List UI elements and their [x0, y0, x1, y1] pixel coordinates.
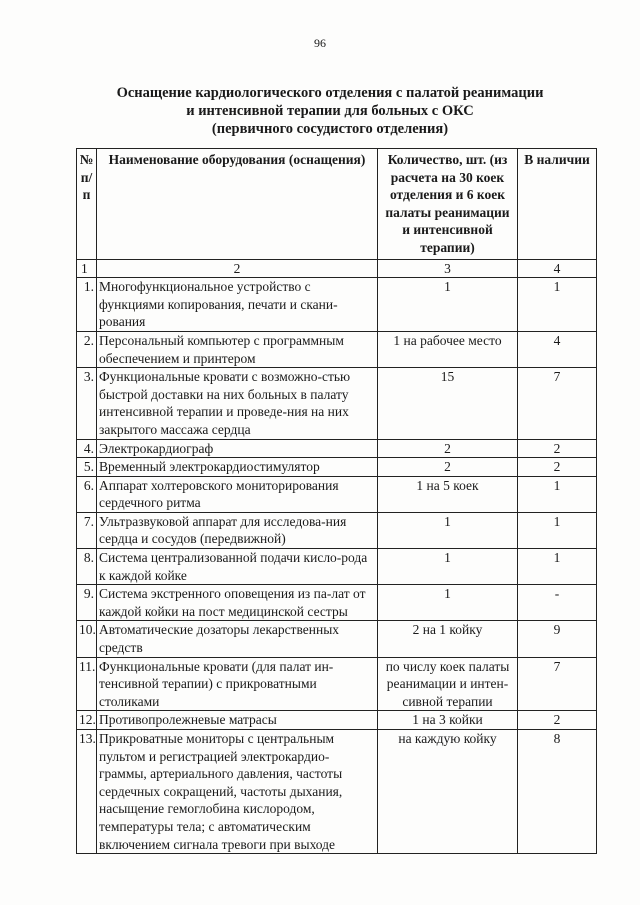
equipment-name: Функциональные кровати с возможно-стью быстрой доставки на них больных в палату интенсивной терапии и проведе-ния на них закрытого массажа сердца: [97, 368, 378, 439]
column-number: 1: [77, 259, 97, 278]
equipment-quantity: 2: [378, 439, 518, 458]
table-row: [77, 512, 597, 548]
equipment-quantity: 1: [378, 278, 518, 332]
table-row: [77, 278, 597, 332]
equipment-quantity: 1 на 5 коек: [378, 476, 518, 512]
equipment-name: Система централизованной подачи кисло-рода к каждой койке: [97, 549, 378, 585]
document-title: [60, 84, 600, 138]
equipment-available: 8: [518, 730, 597, 854]
equipment-available: 9: [518, 621, 597, 657]
equipment-name: Прикроватные мониторы с центральным пультом и регистрацией электрокардио-граммы, артериального давления, частоты сердечных сокращений, частоты дыхания, насыщение гемоглобина кислородом, температуры тела; с автоматическим включением сигнала тревоги при выходе: [97, 730, 378, 854]
table-row: [77, 476, 597, 512]
title-line-1: Оснащение кардиологического отделения с палатой реанимации: [116, 85, 544, 101]
equipment-name: Персональный компьютер с программным обеспечением и принтером: [97, 331, 378, 367]
row-number: 1.: [77, 278, 97, 332]
equipment-available: 1: [518, 278, 597, 332]
table-row: [77, 458, 597, 477]
header-quantity: Количество, шт. (из расчета на 30 коек отделения и 6 коек палаты реанимации и интенсивной терапии): [378, 149, 518, 260]
row-number: 5.: [77, 458, 97, 477]
column-number: 2: [97, 259, 378, 278]
header-no: № п/п: [77, 149, 97, 260]
equipment-available: 7: [518, 657, 597, 711]
equipment-name: Электрокардиограф: [97, 439, 378, 458]
table-row: [77, 368, 597, 439]
equipment-quantity: по числу коек палаты реанимации и интен-сивной терапии: [378, 657, 518, 711]
equipment-table: [76, 148, 597, 854]
equipment-quantity: 1 на 3 койки: [378, 711, 518, 730]
equipment-quantity: на каждую койку: [378, 730, 518, 854]
column-number: 4: [518, 259, 597, 278]
equipment-available: 2: [518, 711, 597, 730]
equipment-available: 2: [518, 458, 597, 477]
equipment-name: Аппарат холтеровского мониторирования сердечного ритма: [97, 476, 378, 512]
row-number: 2.: [77, 331, 97, 367]
equipment-name: Многофункциональное устройство с функциями копирования, печати и скани-рования: [97, 278, 378, 332]
equipment-quantity: 1: [378, 549, 518, 585]
equipment-available: 2: [518, 439, 597, 458]
row-number: 10.: [77, 621, 97, 657]
row-number: 11.: [77, 657, 97, 711]
table-row: [77, 730, 597, 854]
equipment-available: 4: [518, 331, 597, 367]
header-available: В наличии: [518, 149, 597, 260]
equipment-quantity: 2: [378, 458, 518, 477]
title-line-2: и интенсивной терапии для больных с ОКС: [186, 103, 474, 119]
row-number: 13.: [77, 730, 97, 854]
equipment-available: 1: [518, 549, 597, 585]
row-number: 3.: [77, 368, 97, 439]
equipment-quantity: 1 на рабочее место: [378, 331, 518, 367]
table-header-row: [77, 149, 597, 260]
row-number: 8.: [77, 549, 97, 585]
equipment-available: -: [518, 585, 597, 621]
equipment-available: 7: [518, 368, 597, 439]
equipment-name: Автоматические дозаторы лекарственных средств: [97, 621, 378, 657]
equipment-quantity: 15: [378, 368, 518, 439]
equipment-name: Временный электрокардиостимулятор: [97, 458, 378, 477]
equipment-name: Противопролежневые матрасы: [97, 711, 378, 730]
row-number: 9.: [77, 585, 97, 621]
equipment-name: Ультразвуковой аппарат для исследова-ния сердца и сосудов (передвижной): [97, 512, 378, 548]
equipment-name: Система экстренного оповещения из па-лат от каждой койки на пост медицинской сестры: [97, 585, 378, 621]
equipment-available: 1: [518, 476, 597, 512]
table-row: [77, 657, 597, 711]
row-number: 7.: [77, 512, 97, 548]
row-number: 6.: [77, 476, 97, 512]
equipment-quantity: 1: [378, 512, 518, 548]
column-number-row: [77, 259, 597, 278]
header-equipment-name: Наименование оборудования (оснащения): [97, 149, 378, 260]
table-row: [77, 711, 597, 730]
table-row: [77, 585, 597, 621]
table-row: [77, 549, 597, 585]
equipment-available: 1: [518, 512, 597, 548]
page-number: 96: [314, 36, 326, 50]
table-row: [77, 621, 597, 657]
table-row: [77, 331, 597, 367]
row-number: 4.: [77, 439, 97, 458]
equipment-quantity: 2 на 1 койку: [378, 621, 518, 657]
row-number: 12.: [77, 711, 97, 730]
equipment-quantity: 1: [378, 585, 518, 621]
equipment-name: Функциональные кровати (для палат ин-тенсивной терапии) с прикроватными столиками: [97, 657, 378, 711]
title-line-3: (первичного сосудистого отделения): [211, 121, 449, 137]
column-number: 3: [378, 259, 518, 278]
table-row: [77, 439, 597, 458]
